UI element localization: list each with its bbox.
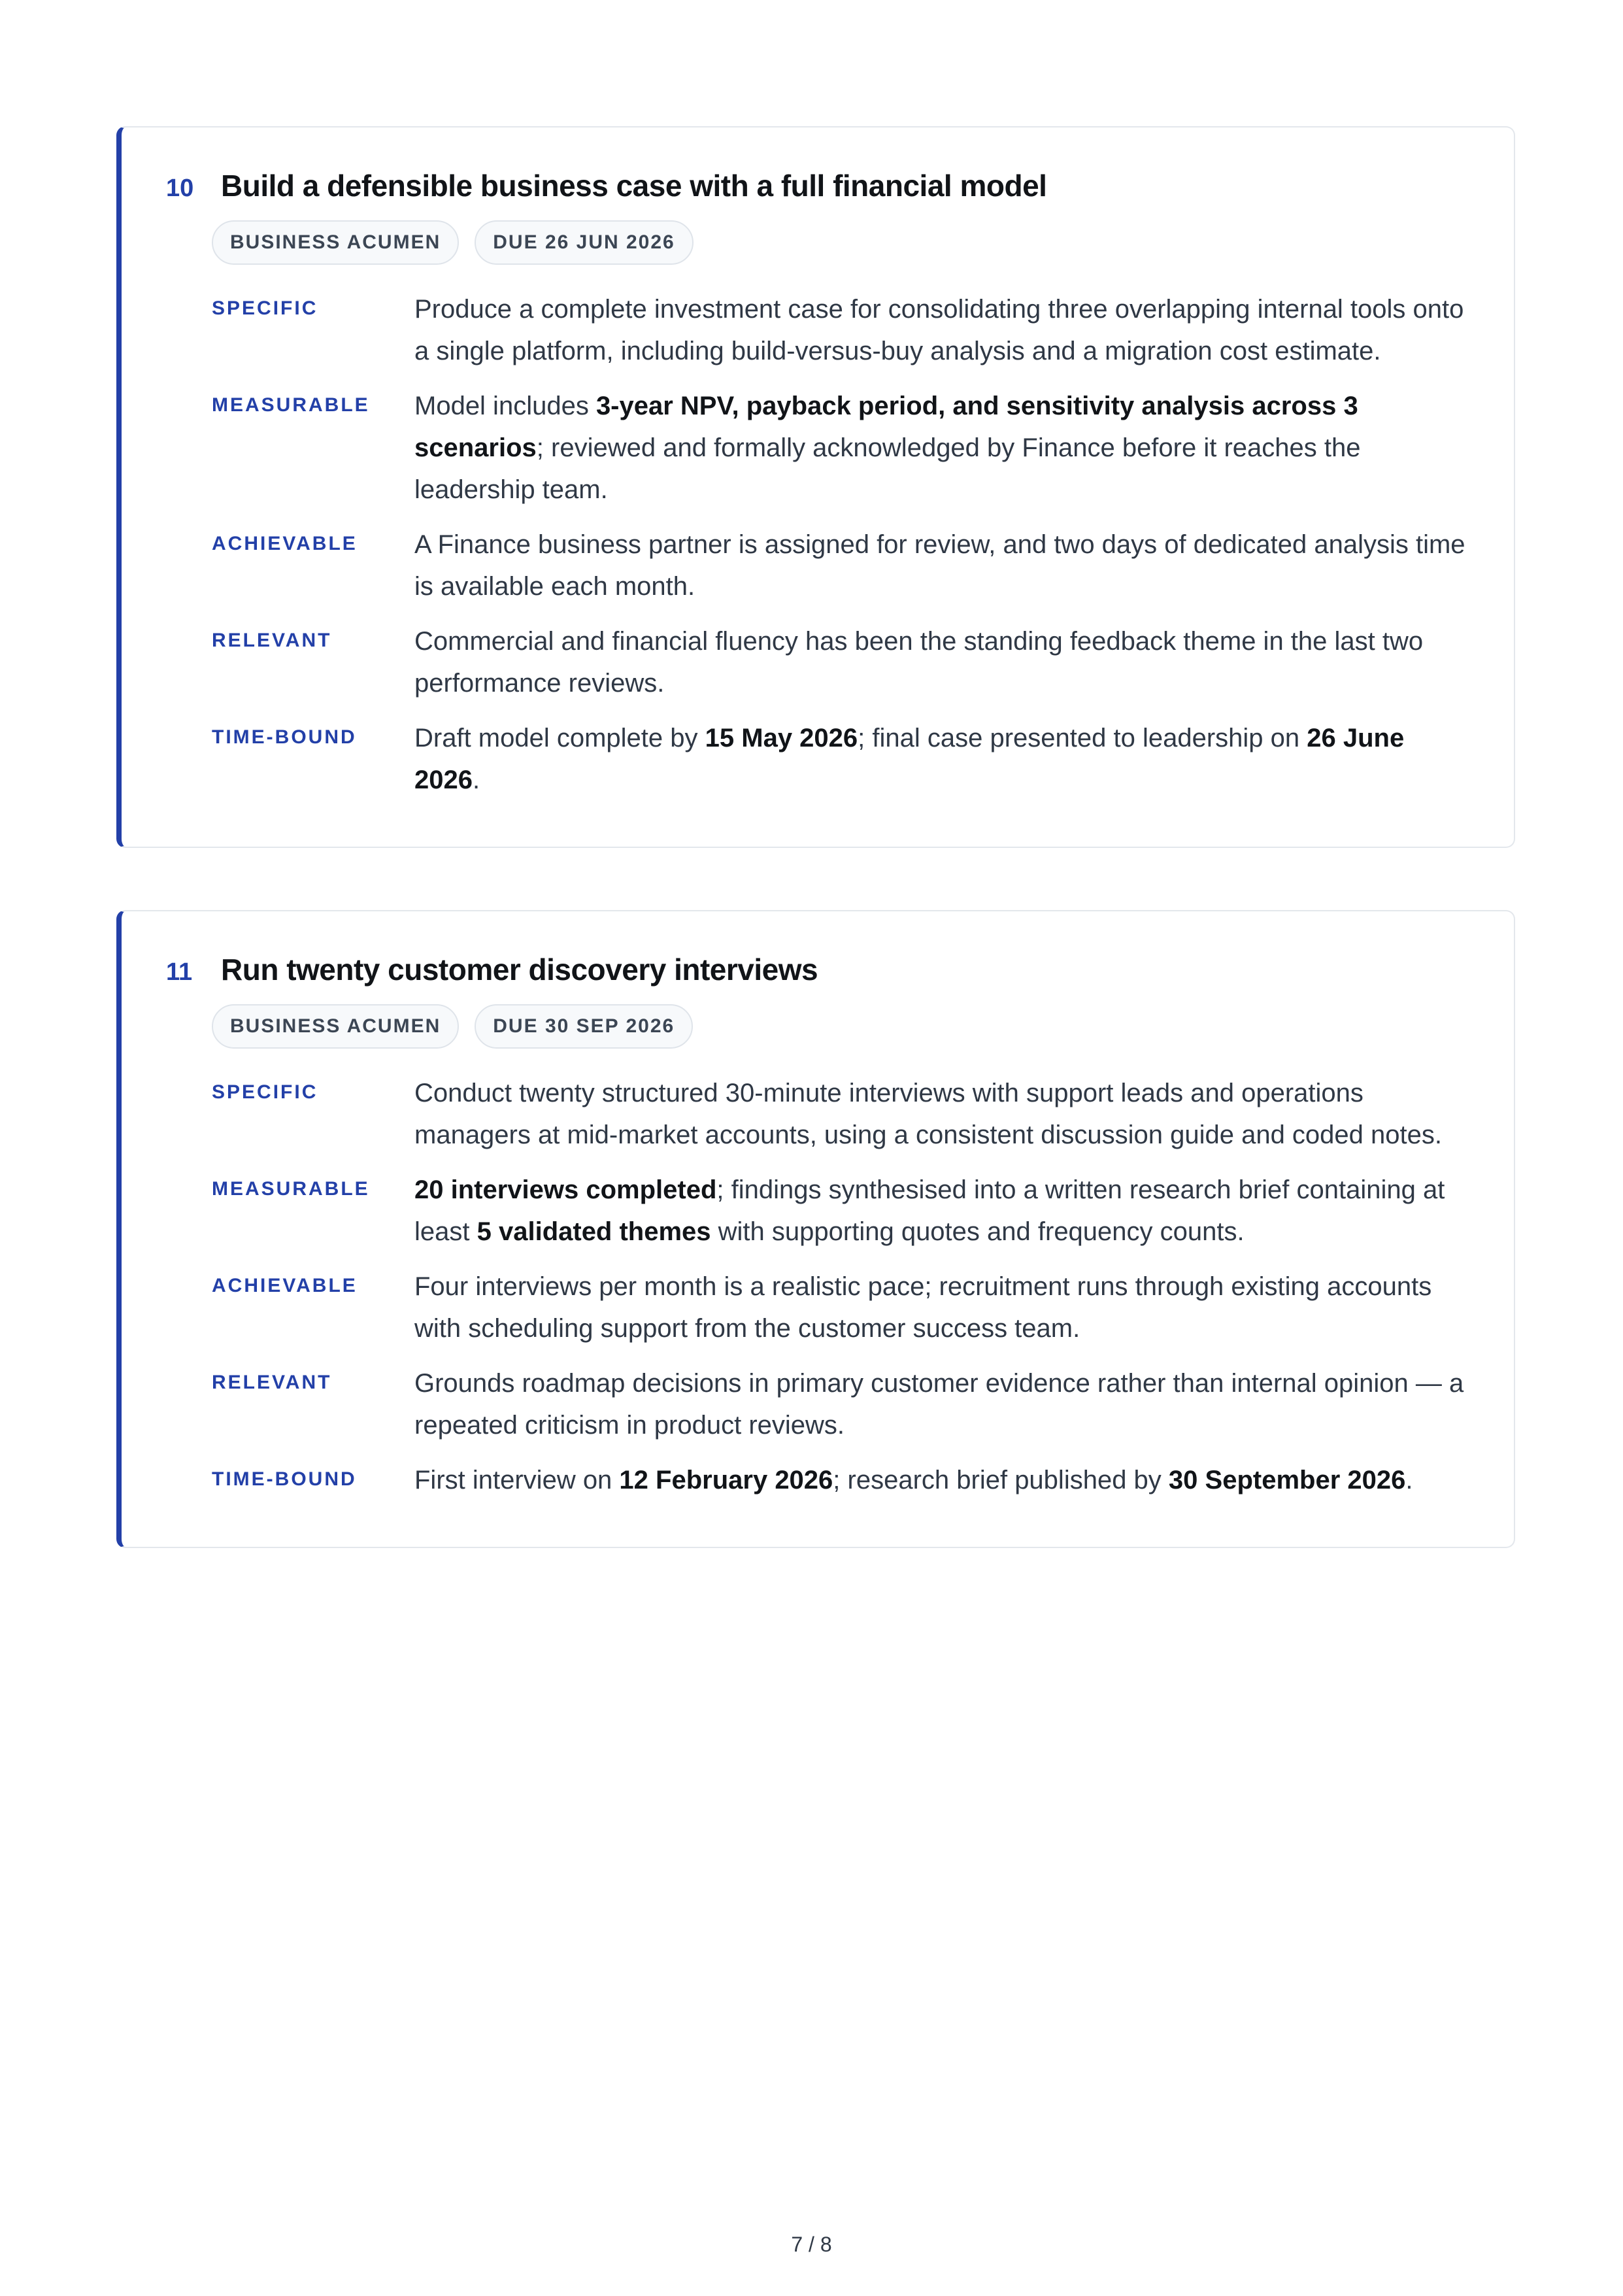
criterion-text: [414, 1266, 1468, 1349]
goal-badges: [212, 1004, 1468, 1049]
criterion-label: RELEVANT: [212, 630, 332, 651]
criterion-text: [414, 1362, 1468, 1446]
highlight-text: 12 February 2026: [619, 1466, 833, 1494]
criterion-text: [414, 288, 1468, 372]
criterion-row-achievable: [212, 1266, 1468, 1349]
criterion-label: SPECIFIC: [212, 297, 318, 319]
criterion-row-measurable: [212, 385, 1468, 511]
text-segment: First interview on: [414, 1466, 620, 1494]
highlight-text: 30 September 2026: [1168, 1466, 1406, 1494]
page-number: 7 / 8: [791, 2233, 832, 2256]
criterion-text: [414, 717, 1468, 801]
text-segment: .: [472, 766, 480, 794]
goal-card: [116, 126, 1515, 848]
text-segment: Draft model complete by: [414, 724, 705, 752]
highlight-text: 3-year NPV, payback period, and sensitivity analysis across 3 scenarios: [414, 392, 1358, 462]
criterion-row-relevant: [212, 620, 1468, 704]
highlight-text: 26 June 2026: [414, 724, 1405, 794]
goal-header: [166, 168, 1468, 203]
goal-card: [116, 910, 1515, 1548]
criterion-label: MEASURABLE: [212, 394, 370, 416]
text-segment: A Finance business partner is assigned for review, and two days of dedicated analysis time is available each month.: [414, 530, 1465, 601]
criterion-text: [414, 1459, 1468, 1501]
text-segment: with supporting quotes and frequency counts.: [711, 1217, 1245, 1246]
smart-criteria-list: [212, 1072, 1468, 1501]
criterion-label: ACHIEVABLE: [212, 533, 358, 554]
criterion-text: [414, 620, 1468, 704]
text-segment: .: [1405, 1466, 1413, 1494]
category-badge: BUSINESS ACUMEN: [212, 1004, 459, 1049]
highlight-text: 15 May 2026: [705, 724, 858, 752]
text-segment: ; final case presented to leadership on: [858, 724, 1307, 752]
goal-number: 10: [166, 175, 194, 202]
criterion-row-measurable: [212, 1169, 1468, 1253]
criterion-label: TIME-BOUND: [212, 1468, 357, 1490]
highlight-text: 20 interviews completed: [414, 1175, 717, 1204]
due-date-badge: DUE 26 JUN 2026: [475, 220, 693, 265]
text-segment: ; findings synthesised into a written research brief containing at least: [414, 1175, 1445, 1246]
goal-badges: [212, 220, 1468, 265]
criterion-row-specific: [212, 288, 1468, 372]
criterion-label: MEASURABLE: [212, 1178, 370, 1200]
criterion-text: [414, 1072, 1468, 1156]
criterion-label: TIME-BOUND: [212, 726, 357, 748]
criterion-label: ACHIEVABLE: [212, 1275, 358, 1296]
criterion-row-relevant: [212, 1362, 1468, 1446]
goal-header: [166, 952, 1468, 987]
text-segment: Four interviews per month is a realistic pace; recruitment runs through existing accounts with scheduling support from the customer success team.: [414, 1272, 1432, 1343]
text-segment: Conduct twenty structured 30-minute interviews with support leads and operations managers at mid-market accounts, using a consistent discussion guide and coded notes.: [414, 1079, 1442, 1149]
criterion-row-time-bound: [212, 717, 1468, 801]
highlight-text: 5 validated themes: [477, 1217, 711, 1246]
goal-number: 11: [166, 958, 193, 986]
smart-criteria-list: [212, 288, 1468, 801]
text-segment: Grounds roadmap decisions in primary customer evidence rather than internal opinion — a repeated criticism in product reviews.: [414, 1369, 1464, 1440]
text-segment: ; research brief published by: [833, 1466, 1169, 1494]
criterion-label: RELEVANT: [212, 1372, 332, 1393]
text-segment: Produce a complete investment case for consolidating three overlapping internal tools onto a single platform, including build-versus-buy analysis and a migration cost estimate.: [414, 295, 1464, 365]
criterion-label: SPECIFIC: [212, 1081, 318, 1103]
goal-title: Build a defensible business case with a full financial model: [221, 169, 1047, 203]
due-date-badge: DUE 30 SEP 2026: [475, 1004, 693, 1049]
text-segment: ; reviewed and formally acknowledged by Finance before it reaches the leadership team.: [414, 433, 1361, 504]
category-badge: BUSINESS ACUMEN: [212, 220, 459, 265]
criterion-row-specific: [212, 1072, 1468, 1156]
criterion-text: [414, 1169, 1468, 1253]
text-segment: Model includes: [414, 392, 596, 420]
text-segment: Commercial and financial fluency has been the standing feedback theme in the last two performance reviews.: [414, 627, 1424, 698]
goal-title: Run twenty customer discovery interviews: [221, 953, 818, 987]
criterion-text: [414, 385, 1468, 511]
criterion-text: [414, 524, 1468, 607]
criterion-row-time-bound: [212, 1459, 1468, 1501]
criterion-row-achievable: [212, 524, 1468, 607]
